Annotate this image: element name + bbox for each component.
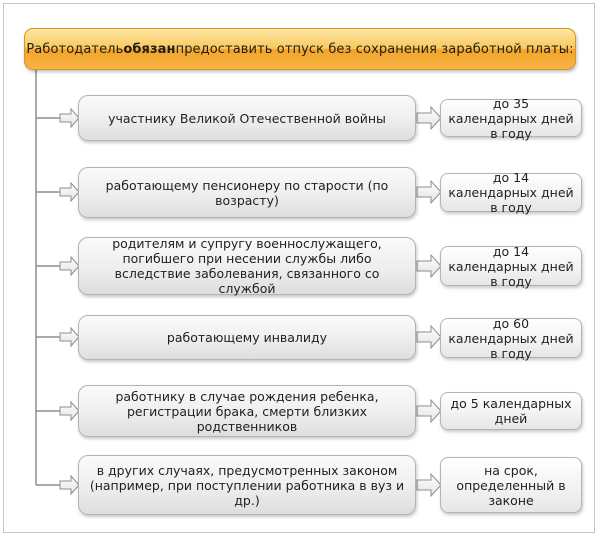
result-box-5: до 5 календарных дней [440, 392, 582, 430]
category-box-3: родителям и супругу военнослужащего, погибшего при несении службы либо вследствие заболевания, связанного со службой [78, 237, 416, 295]
header-banner [24, 28, 576, 70]
category-box-4: работающему инвалиду [78, 315, 416, 360]
arrow-to-result-2 [417, 181, 441, 203]
arrow-to-result-1 [417, 107, 441, 129]
arrow-to-category-4 [60, 328, 79, 346]
category-box-6: в других случаях, предусмотренных законом (например, при поступлении работника в вуз и др.) [78, 455, 416, 515]
arrow-to-category-2 [60, 183, 79, 201]
arrow-to-category-5 [60, 402, 79, 420]
arrow-to-result-5 [417, 400, 441, 422]
result-box-1: до 35 календарных дней в году [440, 99, 582, 137]
arrow-to-category-1 [60, 109, 79, 127]
result-box-4: до 60 календарных дней в году [440, 318, 582, 358]
arrow-to-result-3 [417, 255, 441, 277]
header-text-bold: обязан [123, 41, 176, 57]
result-box-3: до 14 календарных дней в году [440, 246, 582, 286]
category-box-1: участнику Великой Отечественной войны [78, 95, 416, 141]
category-box-2: работающему пенсионеру по старости (по возрасту) [78, 167, 416, 218]
header-text-before: Работодатель [26, 41, 124, 57]
category-box-5: работнику в случае рождения ребенка, регистрации брака, смерти близких родственников [78, 385, 416, 437]
arrow-to-category-3 [60, 257, 79, 275]
arrow-to-result-4 [417, 326, 441, 348]
result-box-6: на срок, определенный в законе [440, 457, 582, 513]
result-box-2: до 14 календарных дней в году [440, 173, 582, 212]
arrow-to-result-6 [417, 474, 441, 496]
arrow-to-category-6 [60, 476, 79, 494]
header-text-after: предоставить отпуск без сохранения заработной платы: [175, 41, 574, 57]
